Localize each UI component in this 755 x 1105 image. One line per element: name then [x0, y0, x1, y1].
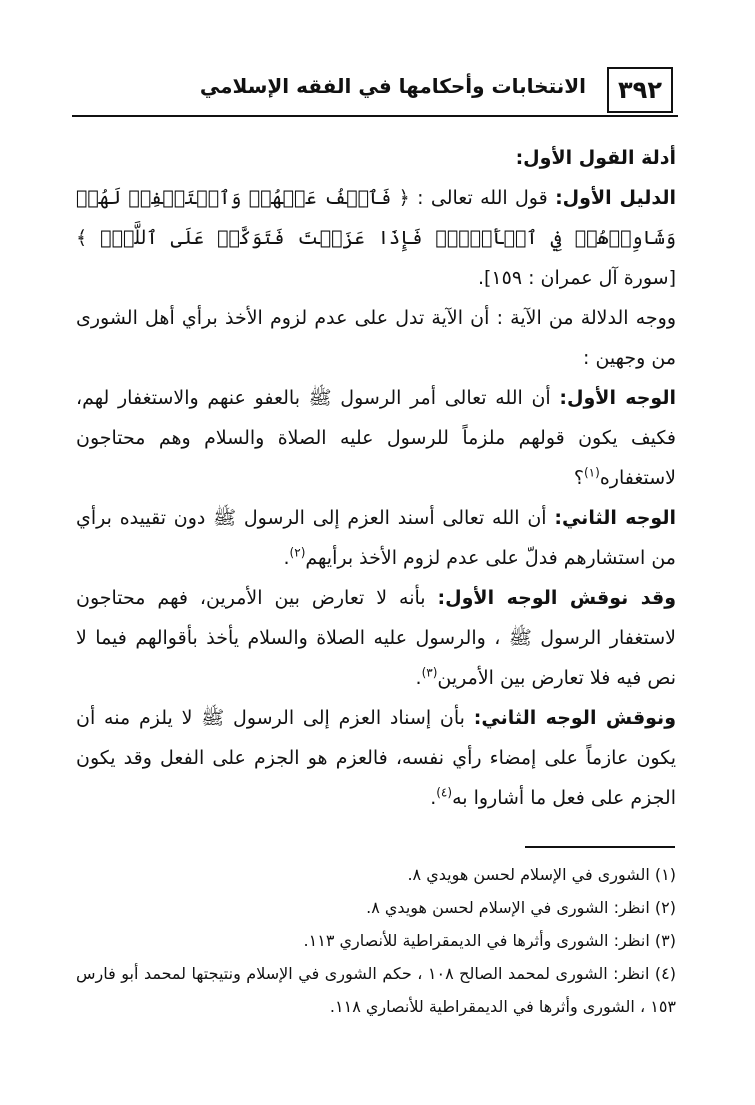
wajh1-end: ؟ — [573, 467, 584, 489]
evidence-intro: قول الله تعالى : — [417, 187, 548, 209]
main-text — [76, 138, 676, 818]
wajh2-label: الوجه الثاني: — [554, 507, 676, 529]
wajh1-label: الوجه الأول: — [559, 387, 676, 409]
footnote-1: (١) الشورى في الإسلام لحسن هويدي ٨. — [407, 865, 676, 884]
wajh-paragraph: ووجه الدلالة من الآية : أن الآية تدل على عدم لزوم الأخذ برأي أهل الشورى من وجهين : — [76, 307, 676, 369]
naqsh2-end: . — [430, 787, 437, 809]
section-heading: أدلة القول الأول: — [515, 147, 676, 169]
naqsh1-label: وقد نوقش الوجه الأول: — [437, 587, 676, 609]
footnote-ref-3[interactable]: (٣) — [421, 665, 438, 680]
naqsh2-text: بأن إسناد العزم إلى الرسول ﷺ لا يلزم منه أن يكون عازماً على إمضاء رأي نفسه، فالعزم هو الجزم على الفعل وقد يكون الجزم على فعل ما أشاروا به — [76, 707, 676, 809]
wajh2-text: أن الله تعالى أسند العزم إلى الرسول ﷺ دون تقييده برأي من استشارهم فدلّ على عدم لزوم الأخذ برأيهم — [76, 507, 676, 569]
quran-verse: ﴿ فَٱعۡفُ عَنۡهُمۡ وَٱسۡتَغۡفِرۡ لَهُمۡ وَشَاوِرۡهُمۡ فِي ٱلۡأَمۡرِۖ فَإِذَا عَزَمۡتَ فَتَوَكَّلۡ عَلَى ٱللَّهِۚ ﴾ — [76, 187, 676, 249]
evidence-label: الدليل الأول: — [555, 187, 677, 209]
footnotes — [76, 858, 676, 1023]
evidence-paragraph — [76, 178, 676, 298]
footnote-ref-1[interactable]: (١) — [583, 465, 600, 480]
footnote-2: (٢) انظر: الشورى في الإسلام لحسن هويدي ٨. — [366, 898, 676, 917]
wajh1-paragraph — [76, 378, 676, 498]
header-rule — [72, 115, 678, 117]
footnote-3: (٣) انظر: الشورى وأثرها في الديمقراطية للأنصاري ١١٣. — [303, 931, 676, 950]
wajh2-end: . — [283, 547, 290, 569]
wajh1-text: أن الله تعالى أمر الرسول ﷺ بالعفو عنهم والاستغفار لهم، فكيف يكون قولهم ملزماً للرسول عليه الصلاة والسلام وهم محتاجون لاستغفاره — [76, 387, 676, 489]
page-number: ٣٩٢ — [607, 67, 673, 113]
naqsh1-end: . — [415, 667, 422, 689]
naqsh2-label: ونوقش الوجه الثاني: — [473, 707, 676, 729]
naqsh2-paragraph — [76, 698, 676, 818]
verse-reference: [سورة آل عمران : ١٥٩]. — [477, 267, 676, 289]
page-header — [72, 65, 678, 117]
footnote-4: (٤) انظر: الشورى لمحمد الصالح ١٠٨ ، حكم الشورى في الإسلام ونتيجتها لمحمد أبو فارس ١٥٣ ، الشورى وأثرها في الديمقراطية للأنصاري ١١٨. — [76, 964, 677, 1016]
naqsh1-paragraph — [76, 578, 676, 698]
footnote-ref-4[interactable]: (٤) — [436, 785, 453, 800]
running-title: الانتخابات وأحكامها في الفقه الإسلامي — [199, 74, 586, 98]
footnote-rule — [525, 846, 675, 848]
footnote-ref-2[interactable]: (٢) — [289, 545, 306, 560]
naqsh1-text: بأنه لا تعارض بين الأمرين، فهم محتاجون لاستغفار الرسول ﷺ ، والرسول عليه الصلاة والسلام يأخذ بأقوالهم فيما لا نص فيه فلا تعارض بين الأمرين — [76, 587, 676, 689]
wajh2-paragraph — [76, 498, 676, 578]
